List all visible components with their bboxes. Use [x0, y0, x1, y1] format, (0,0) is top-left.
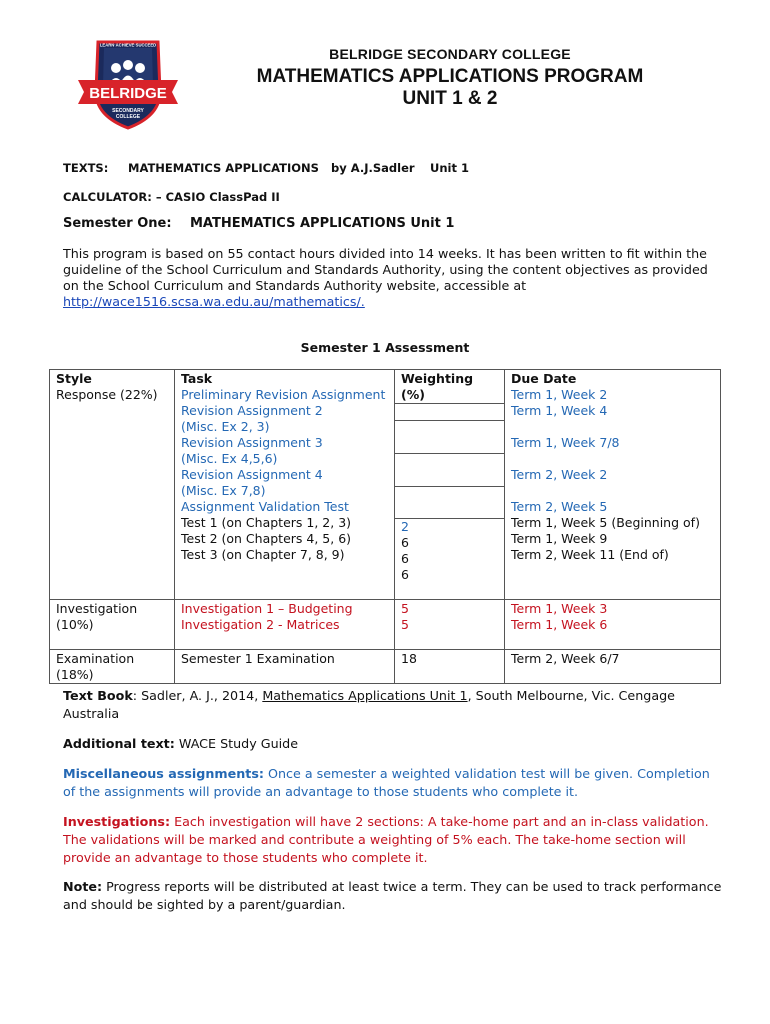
due-examination: Term 2, Week 6/7 — [505, 650, 721, 684]
school-crest-logo — [76, 36, 180, 132]
semester-heading — [63, 216, 455, 231]
task-rev4: Revision Assignment 4 — [181, 467, 323, 482]
program-title: MATHEMATICS APPLICATIONS PROGRAM — [256, 66, 644, 87]
misc-assignments-note: Miscellaneous assignments: Once a semester a weighted validation test will be given. Completion of the assignments will provide an advantage to those students who complete it. — [63, 766, 710, 799]
progress-note: Note: Progress reports will be distributed at least twice a term. They can be used to track performance and should be sighted by a parent/guardian. — [63, 879, 722, 912]
task-examination: Semester 1 Examination — [175, 650, 395, 684]
header-weighting: Weighting (%) 2 6 6 6 — [395, 370, 505, 600]
due-test2: Term 1, Week 9 — [511, 531, 608, 546]
additional-text-note: Additional text: WACE Study Guide — [63, 736, 298, 751]
due-test3: Term 2, Week 11 (End of) — [511, 547, 669, 562]
texts-label: TEXTS: — [63, 161, 109, 175]
investigation-style: Investigation (10%) — [50, 600, 175, 650]
task-investigation1: Investigation 1 – Budgeting — [181, 601, 353, 616]
due-investigation1: Term 1, Week 3 — [511, 601, 608, 616]
logo-motto: LEARN·ACHIEVE·SUCCEED — [99, 42, 157, 48]
weight-test1: 6 — [401, 535, 409, 550]
header-style: Style Response (22%) — [50, 370, 175, 600]
unit-title: UNIT 1 & 2 — [402, 87, 498, 109]
logo-sub-line2: COLLEGE — [115, 114, 141, 120]
due-investigation2: Term 1, Week 6 — [511, 617, 608, 632]
semester-title: MATHEMATICS APPLICATIONS Unit 1 — [190, 216, 455, 231]
weight-test3: 6 — [401, 567, 409, 582]
task-rev2: Revision Assignment 2 — [181, 403, 323, 418]
header-due-date: Due Date Term 1, Week 2 Term 1, Week 4 Term 1, Week 7/8 Term 2, Week 2 Term 2, Week 5 Term 1, Week 5 (Beginning of) Term 1, Week 9 Term 2, Week 11 (End of) — [505, 370, 721, 600]
due-test1: Term 1, Week 5 (Beginning of) — [511, 515, 700, 530]
task-rev4-misc: (Misc. Ex 7,8) — [181, 483, 266, 498]
weight-validation: 2 — [401, 519, 409, 534]
intro-paragraph — [63, 246, 723, 310]
task-test1: Test 1 (on Chapters 1, 2, 3) — [181, 515, 352, 530]
task-rev3: Revision Assignment 3 — [181, 435, 323, 450]
due-validation: Term 2, Week 5 — [511, 499, 608, 514]
scsa-link[interactable]: http://wace1516.scsa.wa.edu.au/mathematics/. — [63, 294, 365, 309]
task-rev3-misc: (Misc. Ex 4,5,6) — [181, 451, 278, 466]
assessment-title: Semester 1 Assessment — [300, 340, 470, 355]
textbook-title: Mathematics Applications Unit 1 — [262, 688, 468, 703]
task-test3: Test 3 (on Chapter 7, 8, 9) — [181, 547, 345, 562]
table-header-row — [50, 370, 721, 600]
semester-label: Semester One: — [63, 216, 172, 231]
intro-text: This program is based on 55 contact hours divided into 14 weeks. It has been written to fit within the guideline of the School Curriculum and Standards Authority, using the content objectives as provided on the School Curriculum and Standards Authority website, accessible at — [63, 246, 708, 293]
texts-unit: Unit 1 — [430, 161, 469, 175]
examination-row — [50, 650, 721, 684]
assessment-table — [49, 369, 721, 684]
task-investigation2: Investigation 2 - Matrices — [181, 617, 340, 632]
task-test2: Test 2 (on Chapters 4, 5, 6) — [181, 531, 352, 546]
textbook-note: Text Book: Sadler, A. J., 2014, Mathematics Applications Unit 1, South Melbourne, Vic. Cengage Australia — [63, 688, 675, 721]
header-task: Task Preliminary Revision Assignment Revision Assignment 2 (Misc. Ex 2, 3) Revision Assignment 3 (Misc. Ex 4,5,6) Revision Assignment 4 (Misc. Ex 7,8) Assignment Validation Test Test 1 (on Chapters 1, 2, 3) Test 2 (on Chapters 4, 5, 6) Test 3 (on Chapter 7, 8, 9) — [175, 370, 395, 600]
logo-text: BELRIDGE — [89, 85, 167, 102]
response-style: Response (22%) — [56, 387, 158, 402]
logo-sub-line1: SECONDARY — [112, 108, 144, 114]
examination-style: Examination (18%) — [50, 650, 175, 684]
texts-title: MATHEMATICS APPLICATIONS — [128, 161, 319, 175]
calculator-line: CALCULATOR: – CASIO ClassPad II — [63, 190, 280, 204]
due-rev4: Term 2, Week 2 — [511, 467, 608, 482]
weight-examination: 18 — [395, 650, 505, 684]
texts-author: by A.J.Sadler — [331, 161, 415, 175]
weight-investigation2: 5 — [401, 617, 409, 632]
task-prelim: Preliminary Revision Assignment — [181, 387, 386, 402]
college-name: BELRIDGE SECONDARY COLLEGE — [329, 46, 571, 62]
document-header — [200, 46, 700, 110]
investigation-row — [50, 600, 721, 650]
due-rev2: Term 1, Week 4 — [511, 403, 608, 418]
due-prelim: Term 1, Week 2 — [511, 387, 608, 402]
weight-investigation1: 5 — [401, 601, 409, 616]
weight-test2: 6 — [401, 551, 409, 566]
task-validation: Assignment Validation Test — [181, 499, 349, 514]
investigations-note: Investigations: Each investigation will have 2 sections: A take-home part and an in-class validation. The validations will be marked and contribute a weighting of 5% each. The take-home section will provide an advantage to those students who complete it. — [63, 814, 709, 865]
due-rev3: Term 1, Week 7/8 — [511, 435, 620, 450]
task-rev2-misc: (Misc. Ex 2, 3) — [181, 419, 270, 434]
